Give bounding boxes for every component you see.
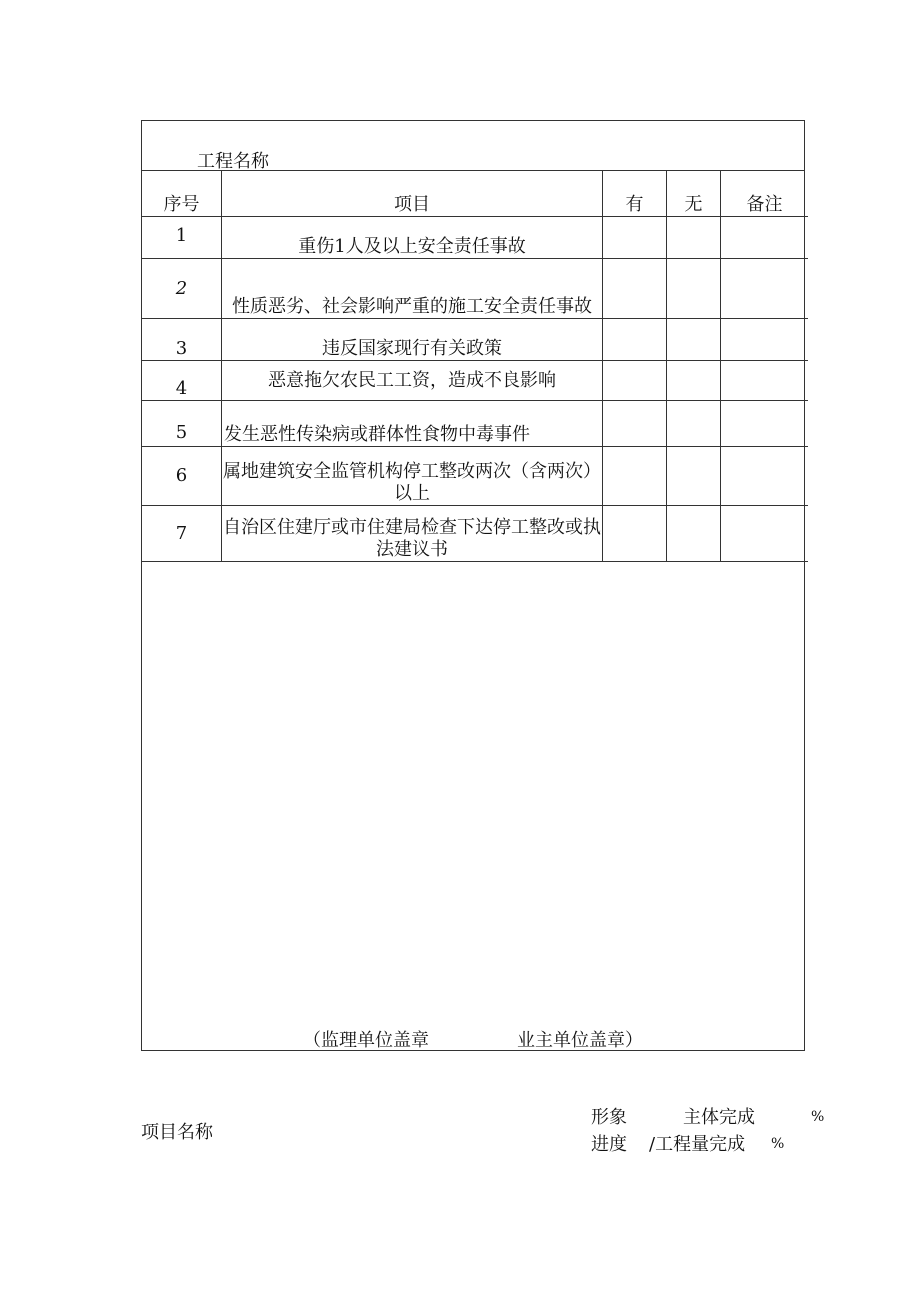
none-cell[interactable] xyxy=(667,401,721,447)
project-name-row xyxy=(142,121,804,171)
yes-cell[interactable] xyxy=(603,401,667,447)
row-item: 违反国家现行有关政策 xyxy=(222,319,603,361)
footer-project-name-label: 项目名称 xyxy=(141,1122,213,1143)
quantity-completion-label: /工程量完成 xyxy=(649,1134,746,1155)
image-label: 形象 xyxy=(591,1107,627,1128)
row-number: 5 xyxy=(142,401,222,447)
yes-cell[interactable] xyxy=(603,361,667,401)
none-cell[interactable] xyxy=(667,319,721,361)
header-note: 备注 xyxy=(721,171,809,217)
row-item: 发生恶性传染病或群体性食物中毒事件 xyxy=(222,401,603,447)
supervisor-seal-label: （监理单位盖章 xyxy=(303,1030,429,1051)
note-cell[interactable] xyxy=(721,447,809,506)
row-item: 性质恶劣、社会影响严重的施工安全责任事故 xyxy=(222,259,603,319)
yes-cell[interactable] xyxy=(603,259,667,319)
table-row xyxy=(142,447,808,506)
table-row xyxy=(142,506,808,562)
main-body-completion-label: 主体完成 xyxy=(683,1107,755,1128)
table-row xyxy=(142,259,808,319)
row-item: 重伤1人及以上安全责任事故 xyxy=(222,217,603,259)
progress-label: 进度 xyxy=(591,1134,627,1155)
yes-cell[interactable] xyxy=(603,319,667,361)
row-number: 4 xyxy=(142,361,222,401)
table-row xyxy=(142,401,808,447)
table-row xyxy=(142,217,808,259)
yes-cell[interactable] xyxy=(603,506,667,562)
yes-cell[interactable] xyxy=(603,447,667,506)
quantity-percent: % xyxy=(771,1136,785,1152)
note-cell[interactable] xyxy=(721,506,809,562)
safety-checklist-form xyxy=(141,120,805,1051)
note-cell[interactable] xyxy=(721,401,809,447)
none-cell[interactable] xyxy=(667,361,721,401)
header-item: 项目 xyxy=(222,171,603,217)
row-item: 自治区住建厅或市住建局检查下达停工整改或执法建议书 xyxy=(222,506,603,562)
row-number: 1 xyxy=(142,217,222,259)
table-row xyxy=(142,361,808,401)
main-body-percent: % xyxy=(811,1109,825,1125)
row-number: 2 xyxy=(142,259,222,319)
checklist-table xyxy=(142,171,808,562)
none-cell[interactable] xyxy=(667,259,721,319)
table-header-row xyxy=(142,171,808,217)
note-cell[interactable] xyxy=(721,259,809,319)
row-number: 6 xyxy=(142,447,222,506)
note-cell[interactable] xyxy=(721,361,809,401)
note-cell[interactable] xyxy=(721,217,809,259)
row-item: 属地建筑安全监管机构停工整改两次（含两次）以上 xyxy=(222,447,603,506)
yes-cell[interactable] xyxy=(603,217,667,259)
note-cell[interactable] xyxy=(721,319,809,361)
header-yes: 有 xyxy=(603,171,667,217)
none-cell[interactable] xyxy=(667,447,721,506)
table-row xyxy=(142,319,808,361)
none-cell[interactable] xyxy=(667,217,721,259)
none-cell[interactable] xyxy=(667,506,721,562)
seal-line xyxy=(142,1026,804,1052)
owner-seal-label: 业主单位盖章） xyxy=(517,1030,643,1051)
row-number: 3 xyxy=(142,319,222,361)
header-none: 无 xyxy=(667,171,721,217)
row-number: 7 xyxy=(142,506,222,562)
row-item: 恶意拖欠农民工工资，造成不良影响 xyxy=(222,361,603,401)
project-name-label: 工程名称 xyxy=(197,151,269,172)
header-no: 序号 xyxy=(142,171,222,217)
